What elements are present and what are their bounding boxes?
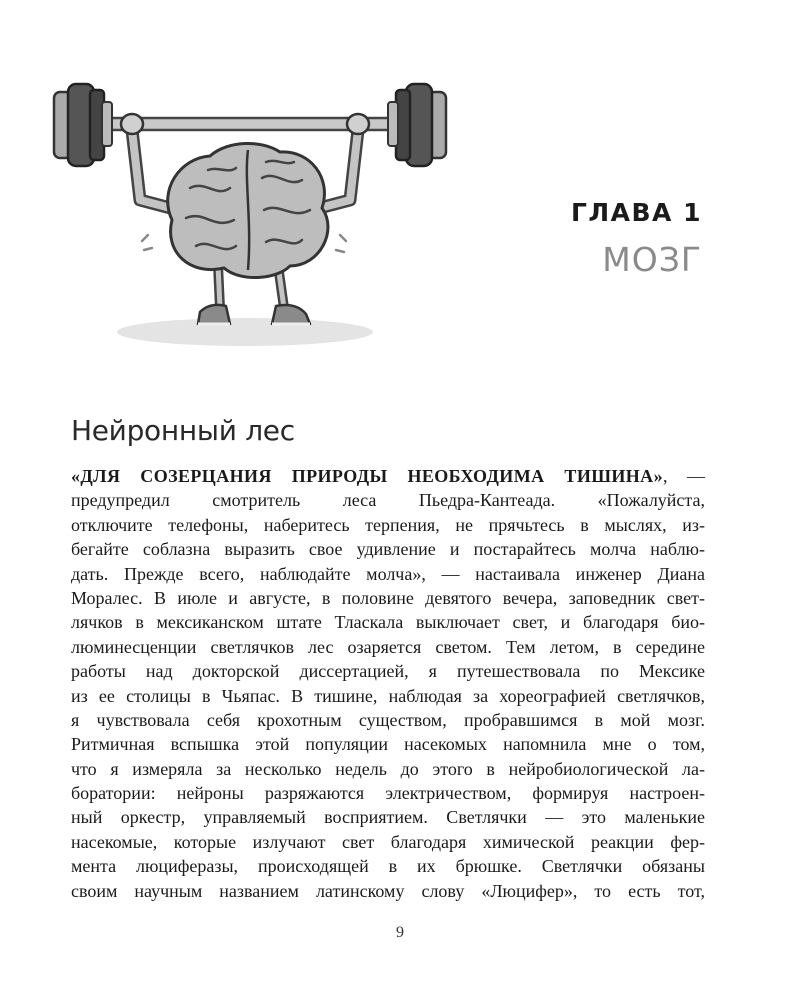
chapter-title: МОЗГ	[602, 240, 702, 279]
body-line: Моралес. В июле и августе, в половине девятого вечера, заповедник свет-	[71, 587, 705, 608]
body-line: боратории: нейроны разряжаются электричеством, формируя настроен-	[71, 783, 705, 804]
body-line: из ее столицы в Чьяпас. В тишине, наблюдая за хореографией светлячков,	[71, 685, 705, 706]
body-line: бегайте соблазна выразить свое удивление и постарайтесь молча наблю-	[71, 539, 705, 560]
body-line	[71, 464, 705, 488]
lead-rest: , —	[662, 466, 705, 486]
lead-text: «ДЛЯ СОЗЕРЦАНИЯ ПРИРОДЫ НЕОБХОДИМА ТИШИНА»	[71, 466, 663, 486]
body-line: лячков в мексиканском штате Тласкала выключает свет, и благодаря био-	[71, 612, 705, 633]
section-title: Нейронный лес	[71, 414, 295, 447]
body-line: отключите телефоны, наберитесь терпения, не прячьтесь в мыслях, из-	[71, 514, 705, 535]
body-line: люминесценции светлячков лес озаряется светом. Тем летом, в середине	[71, 636, 705, 657]
body-line: что я измеряла за несколько недель до этого в нейробиологической ла-	[71, 758, 705, 779]
body-line: работы над докторской диссертацией, я путешествовала по Мексике	[71, 661, 705, 682]
body-text	[71, 464, 705, 903]
brain-lifting-barbell-icon	[40, 70, 460, 360]
body-line: насекомые, которые излучают свет благодаря химической реакции фер-	[71, 831, 705, 852]
body-line: мента люциферазы, происходящей в их брюшке. Светлячки обязаны	[71, 856, 705, 877]
chapter-label: ГЛАВА 1	[570, 198, 702, 227]
body-line: Ритмичная вспышка этой популяции насекомых напомнила мне о том,	[71, 734, 705, 755]
body-line: я чувствовала себя крохотным существом, пробравшимся в мой мозг.	[71, 709, 705, 730]
body-line: своим научным названием латинскому слову «Люцифер», то есть тот,	[71, 880, 705, 901]
page-number: 9	[396, 924, 404, 941]
body-line: предупредил смотритель леса Пьедра-Кантеада. «Пожалуйста,	[71, 490, 705, 511]
body-line: дать. Прежде всего, наблюдайте молча», — настаивала инженер Диана	[71, 563, 705, 584]
body-line: ный оркестр, управляемый восприятием. Светлячки — это маленькие	[71, 807, 705, 828]
